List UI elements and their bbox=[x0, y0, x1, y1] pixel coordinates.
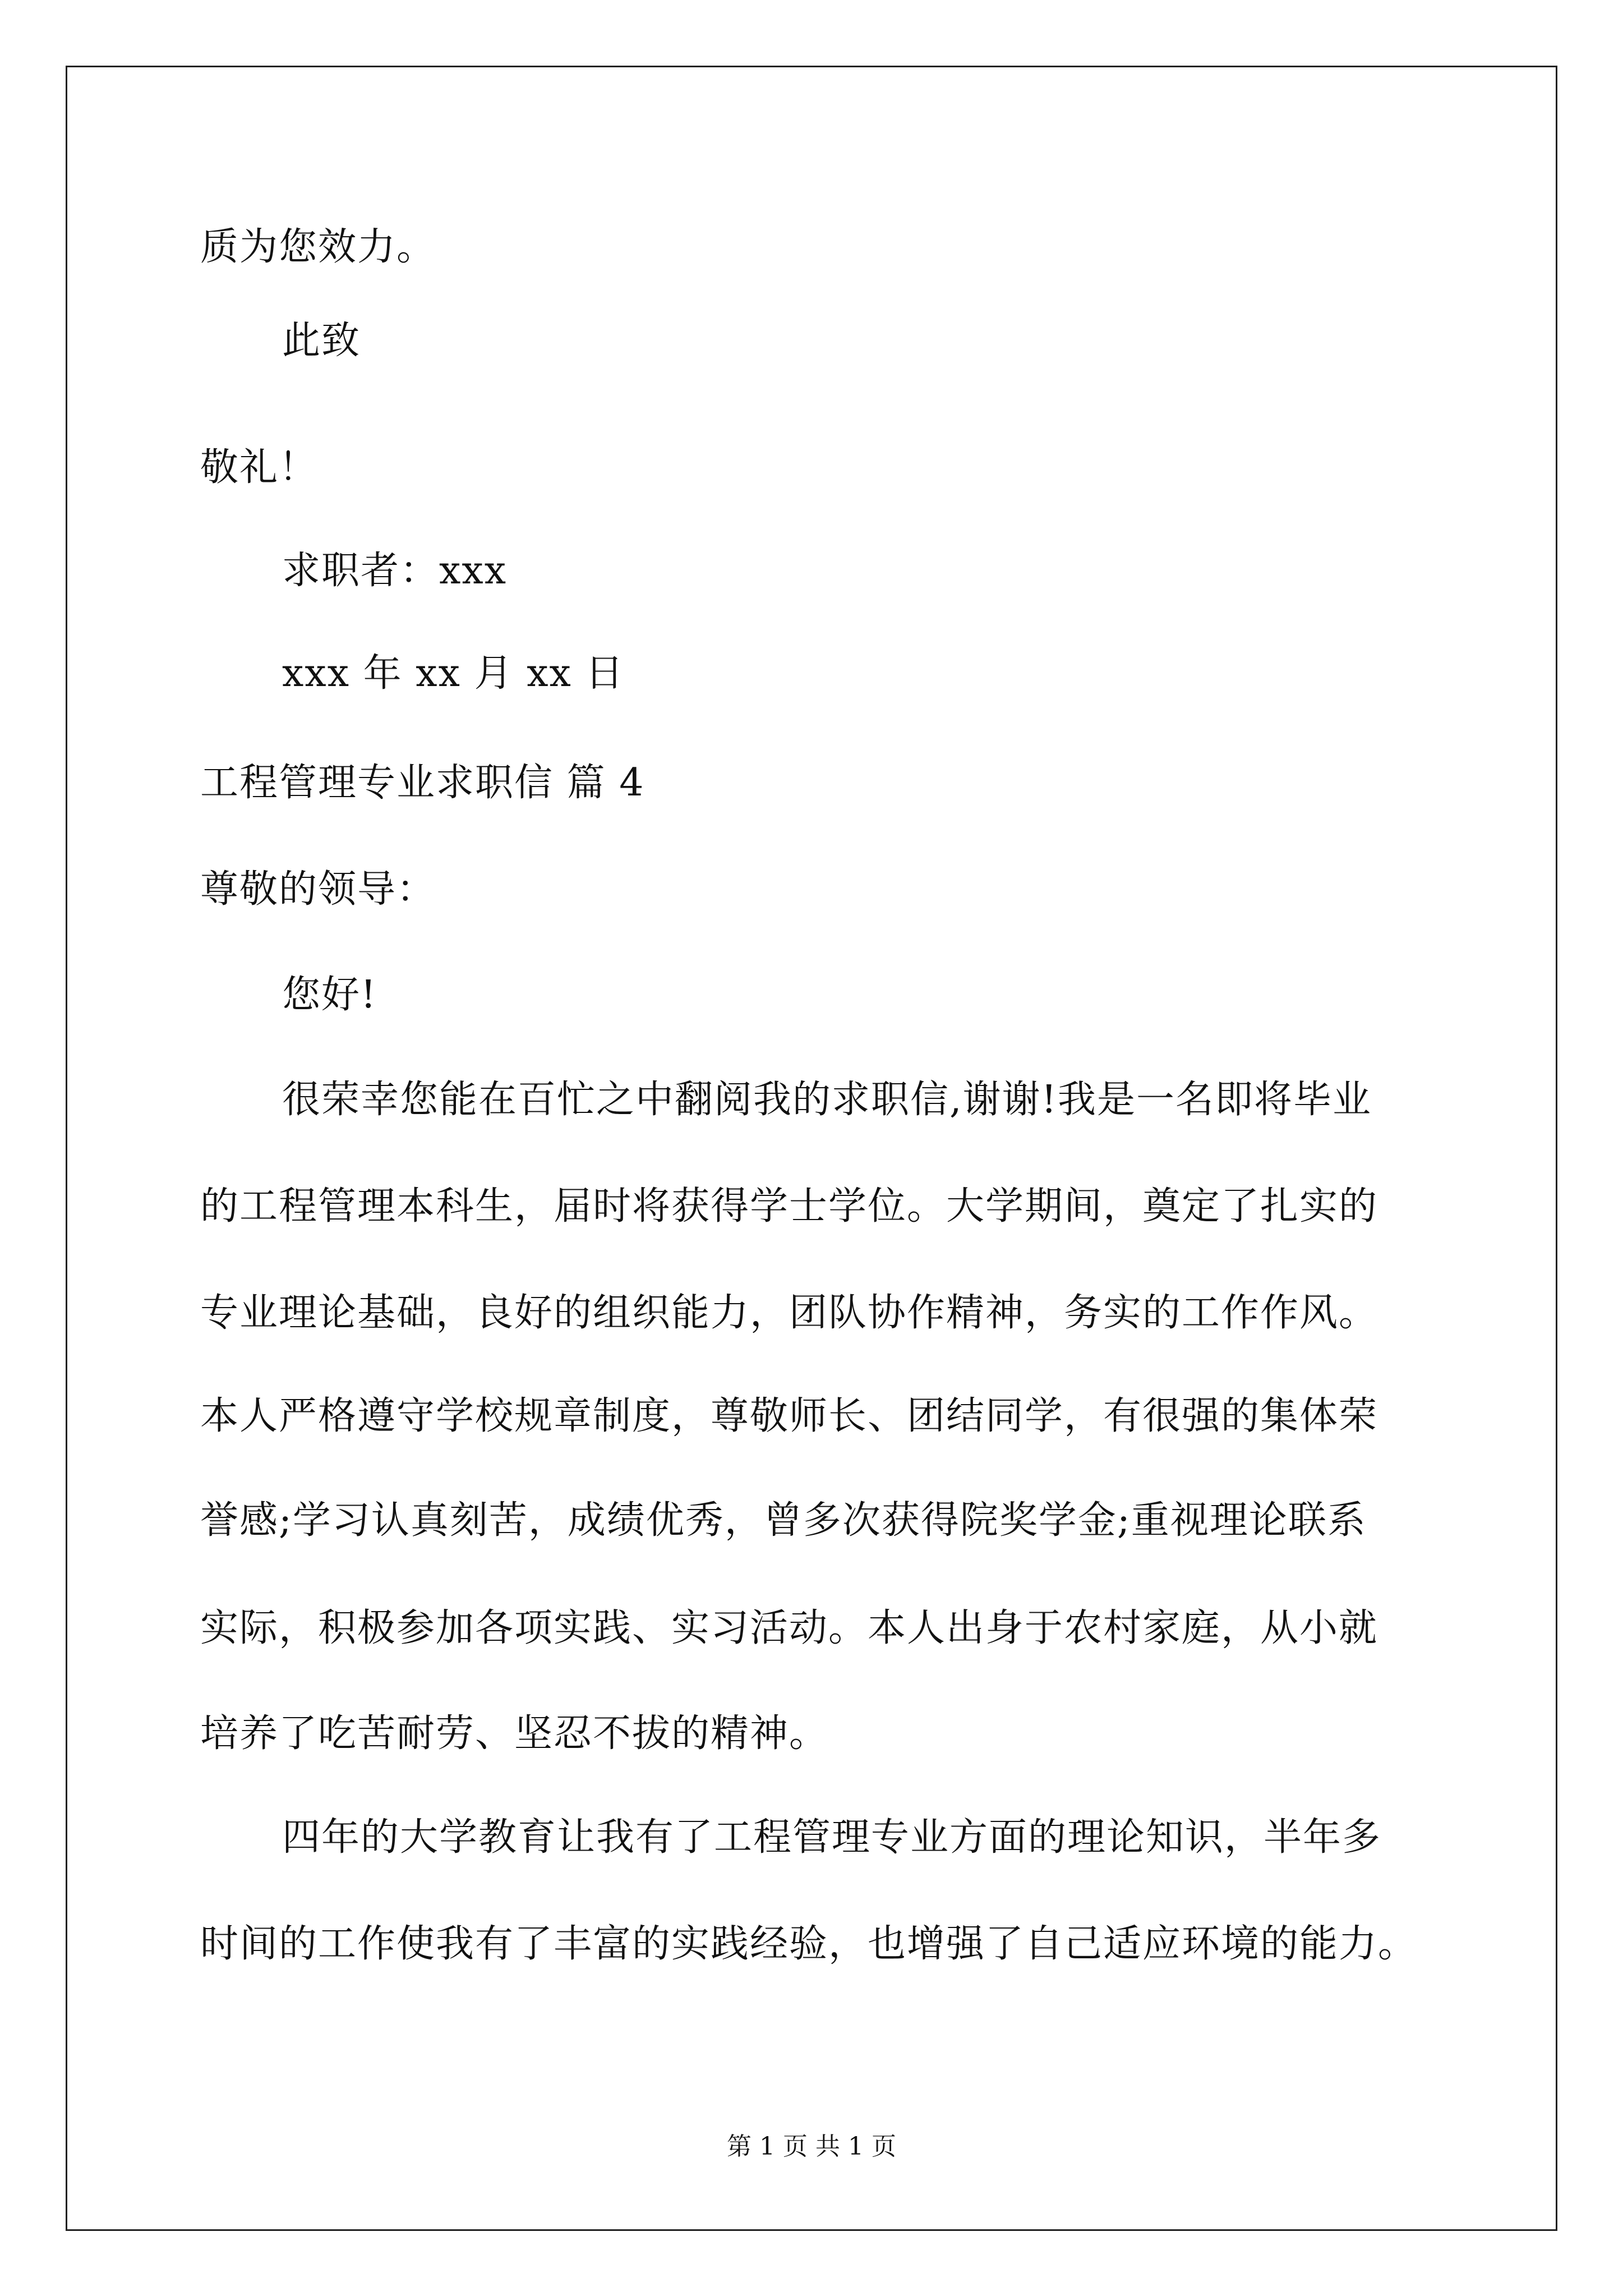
opening-line: 您好! bbox=[282, 973, 377, 1017]
paragraph-line: 四年的大学教育让我有了工程管理专业方面的理论知识，半年多 bbox=[282, 1815, 1382, 1860]
paragraph-line: 誉感;学习认真刻苦，成绩优秀，曾多次获得院奖学金;重视理论联系 bbox=[200, 1498, 1367, 1543]
closing-regards: 敬礼！ bbox=[200, 445, 319, 490]
paragraph-line: 的工程管理本科生，届时将获得学士学位。大学期间，奠定了扎实的 bbox=[200, 1184, 1378, 1228]
paragraph-line: 时间的工作使我有了丰富的实践经验，也增强了自己适应环境的能力。 bbox=[200, 1922, 1418, 1966]
paragraph-line: 本人严格遵守学校规章制度，尊敬师长、团结同学，有很强的集体荣 bbox=[200, 1394, 1378, 1438]
date-line: xxx 年 xx 月 xx 日 bbox=[282, 651, 625, 696]
paragraph-line: 培养了吃苦耐劳、坚忍不拔的精神。 bbox=[200, 1711, 829, 1756]
paragraph-line: 很荣幸您能在百忙之中翻阅我的求职信,谢谢!我是一名即将毕业 bbox=[282, 1078, 1372, 1122]
signature-line: 求职者：xxx bbox=[282, 549, 508, 593]
paragraph-line: 实际，积极参加各项实践、实习活动。本人出身于农村家庭，从小就 bbox=[200, 1606, 1378, 1650]
page-number-footer: 第 1 页 共 1 页 bbox=[727, 2132, 896, 2161]
greeting: 尊敬的领导： bbox=[200, 867, 436, 912]
paragraph-line: 专业理论基础，良好的组织能力，团队协作精神，务实的工作作风。 bbox=[200, 1291, 1378, 1335]
closing-salutation: 此致 bbox=[282, 319, 361, 363]
section-heading: 工程管理专业求职信 篇 4 bbox=[200, 761, 645, 805]
page-border bbox=[66, 66, 1557, 2231]
text-line: 质为您效力。 bbox=[200, 225, 436, 269]
